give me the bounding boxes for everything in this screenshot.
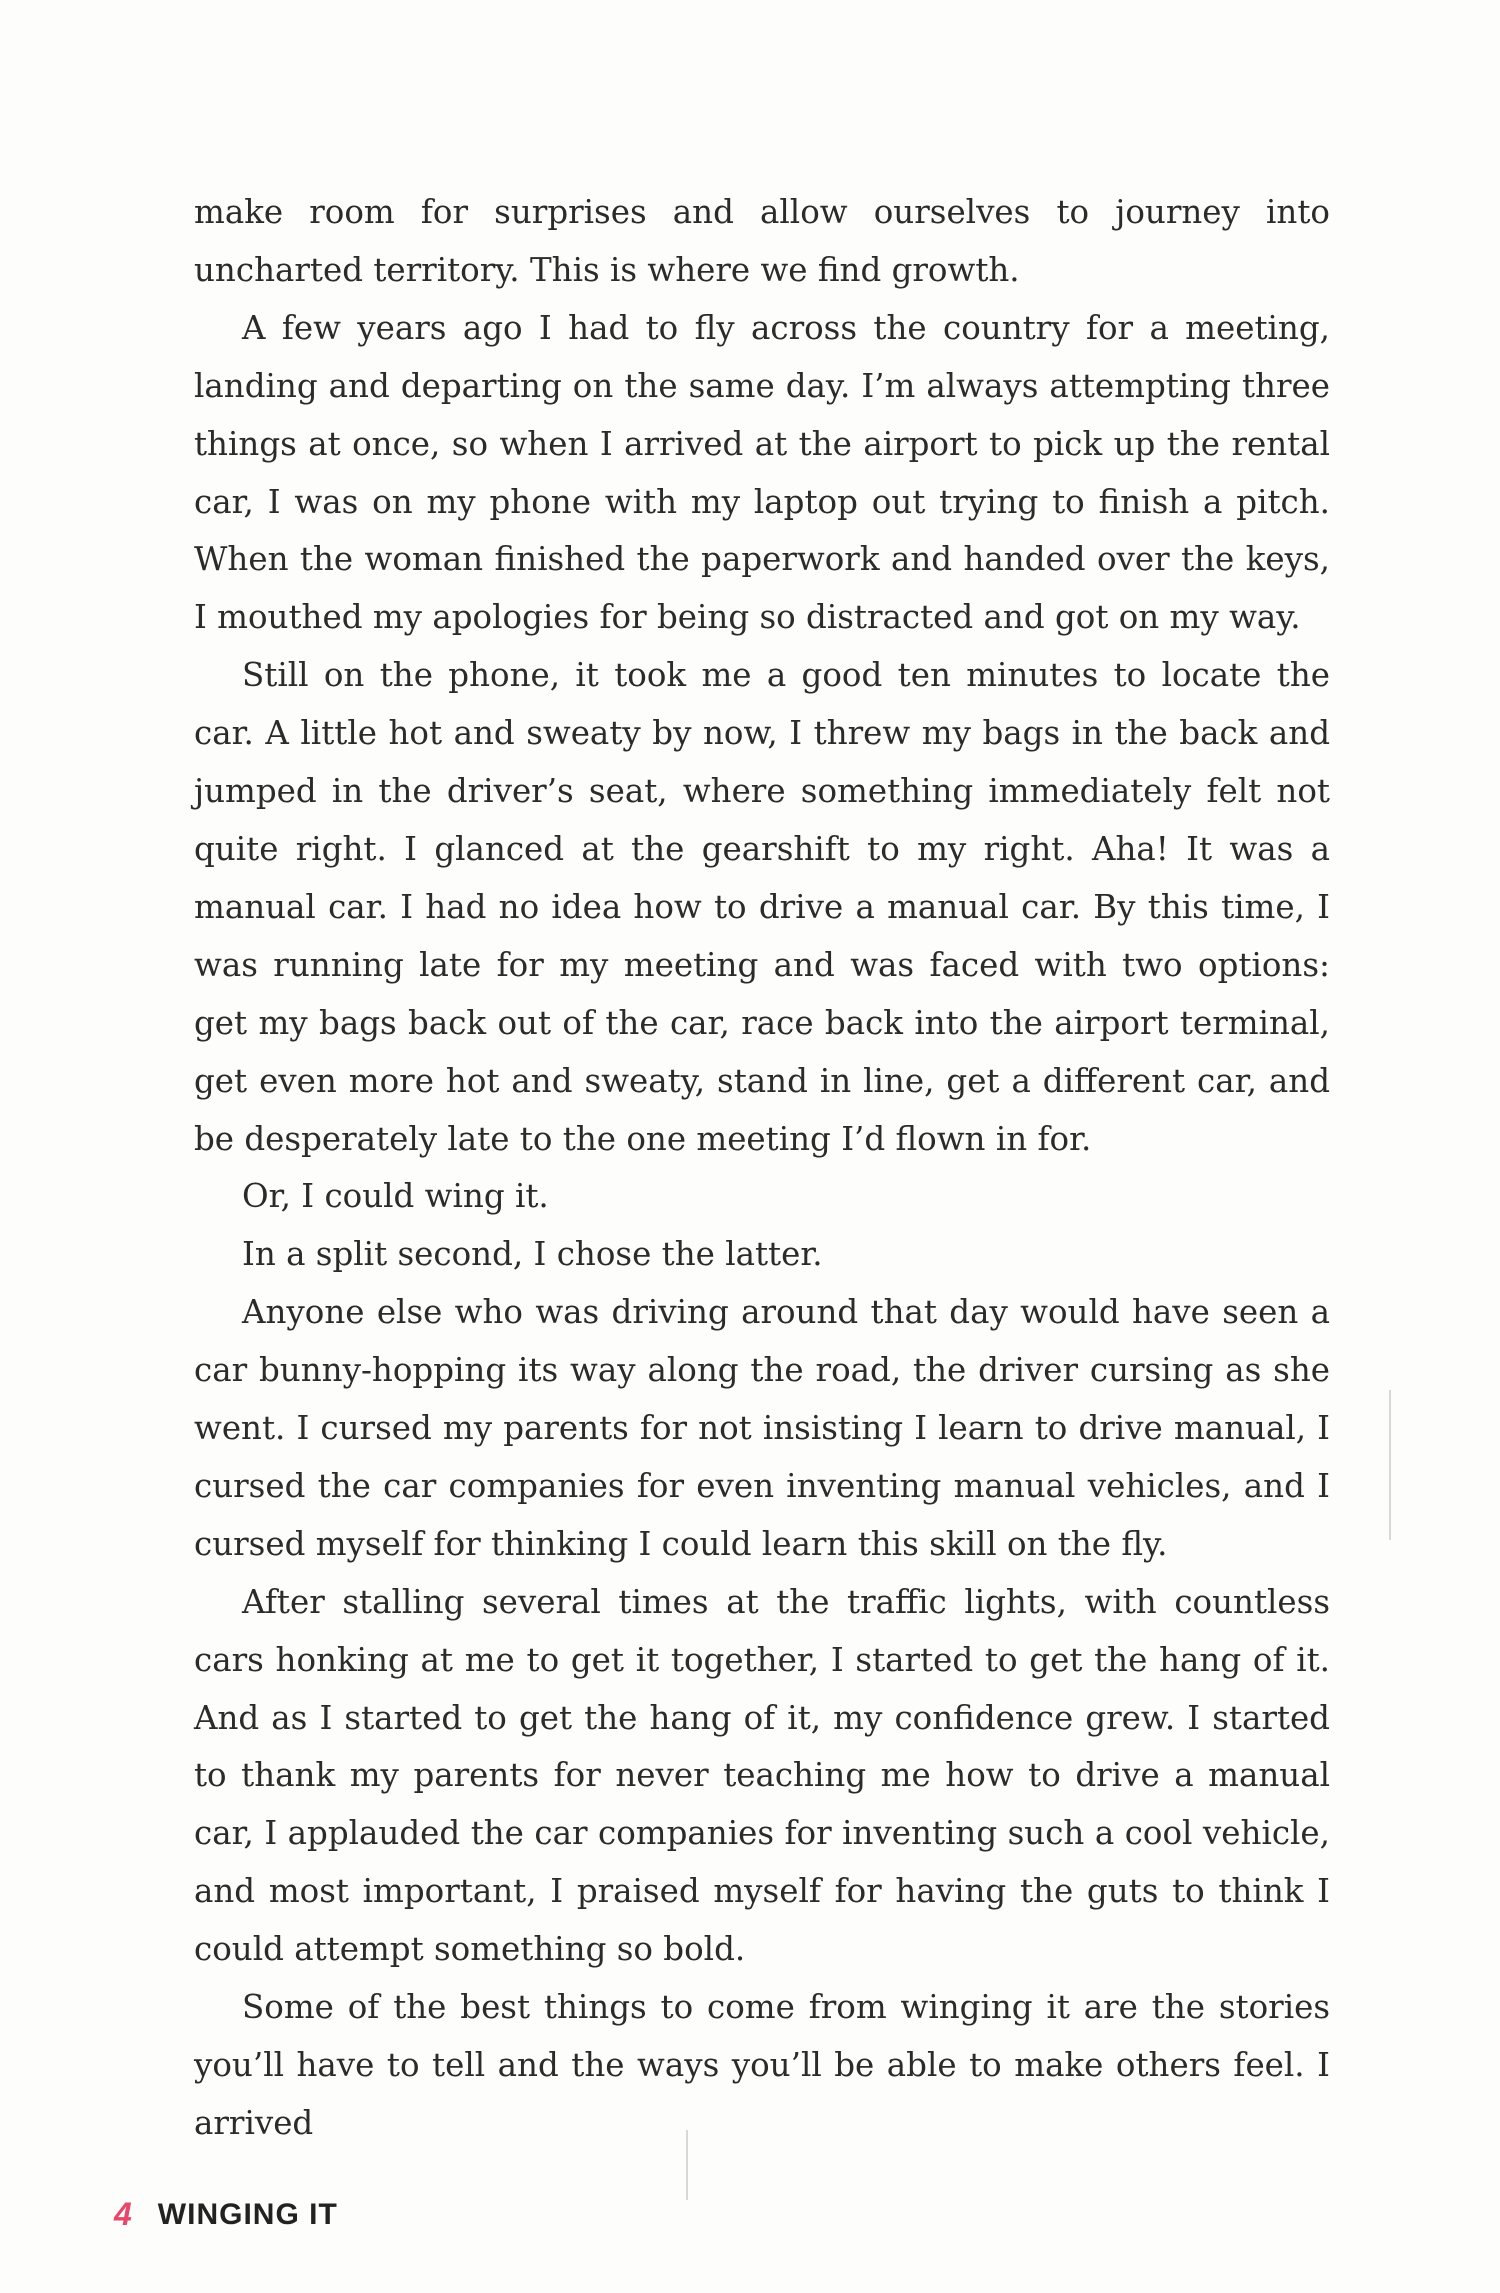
paragraph-7: After stalling several times at the traffic lights, with countless cars honking at me to get it together, I started to get the hang of it. And as I started to get the hang of it, my confidence grew. I started to thank my parents for never teaching me how to drive a manual car, I applauded the car companies for inventing such a cool vehicle, and most important, I praised myself for having the guts to think I could attempt something so bold. — [194, 1582, 1330, 1969]
paragraph-3: Still on the phone, it took me a good ten minutes to locate the car. A little hot and sweaty by now, I threw my bags in the back and jumped in the driver’s seat, where something immediately felt not quite right. I glanced at the gearshift to my right. Aha! It was a manual car. I had no idea how to drive a manual car. By this time, I was running late for my meeting and was faced with two options: get my bags back out of the car, race back into the airport terminal, get even more hot and sweaty, stand in line, get a different car, and be desperately late to the one meeting I’d flown in for. — [194, 656, 1330, 1158]
paragraph-8: Some of the best things to come from winging it are the stories you’ll have to tell and the ways you’ll be able to make others feel. I arrived — [194, 1988, 1330, 2142]
page-number: 4 — [114, 2196, 132, 2232]
paragraph-2: A few years ago I had to fly across the country for a meeting, landing and departing on the same day. I’m always attempting three things at once, so when I arrived at the airport to pick up the rental car, I was on my phone with my laptop out trying to finish a pitch. When the woman finished the paperwork and handed over the keys, I mouthed my apologies for being so distracted and got on my way. — [194, 308, 1330, 637]
paragraph-5: In a split second, I chose the latter. — [242, 1235, 823, 1274]
page-footer — [114, 2196, 338, 2233]
running-head: WINGING IT — [157, 2197, 338, 2231]
paragraph-4: Or, I could wing it. — [242, 1177, 549, 1216]
paragraph-6: Anyone else who was driving around that day would have seen a car bunny-hopping its way along the road, the driver cursing as she went. I cursed my parents for not insisting I learn to drive manual, I cursed the car companies for even inventing manual vehicles, and I cursed myself for thinking I could learn this skill on the fly. — [194, 1293, 1330, 1563]
paragraph-1: make room for surprises and allow ourselves to journey into uncharted territory. This is where we find growth. — [194, 193, 1330, 289]
scan-artifact-line — [686, 2130, 688, 2200]
body-text — [194, 184, 1330, 2153]
scan-artifact-line — [1389, 1390, 1391, 1540]
